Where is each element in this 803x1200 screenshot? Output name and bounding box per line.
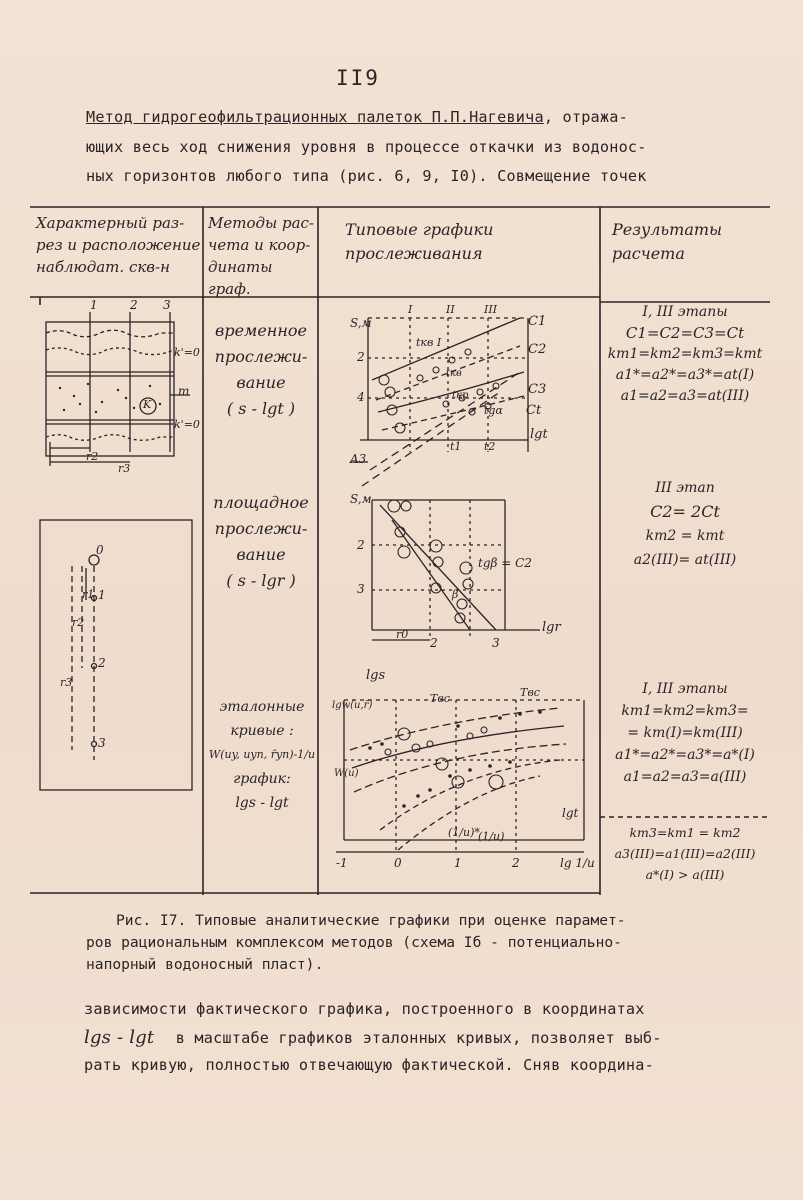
caption-line-3: напорный водоносный пласт).	[86, 956, 324, 973]
graph2-xtick-3: 3	[492, 636, 500, 650]
method-areal-line-1: площадное	[213, 493, 309, 512]
intro-title: Метод гидрогеофильтрационных палеток П.П.Нагевича	[86, 108, 544, 126]
method-type-curves-line-3: W(uy, uyn, r̄yn)-1/u	[208, 748, 316, 761]
header-col-results-line-1: Результаты	[612, 220, 723, 239]
method-areal-line-3: вание	[236, 545, 286, 564]
plan-view	[40, 520, 192, 790]
results-block-4	[602, 822, 768, 885]
header-col-methods-line-3: динаты граф.	[208, 258, 273, 298]
header-col-methods-line-1: Методы рас-	[208, 214, 314, 232]
graph3-ylabel: lgs	[366, 668, 386, 683]
graph1-label-tkv: tкв	[446, 368, 462, 379]
results-block-1-line-2: C1=C2=C3=Ct	[625, 324, 745, 342]
graph1-label-t2: t2	[484, 440, 496, 453]
intro-line-3: ных горизонтов любого типа (рис. 6, 9, I0). Совмещение точек	[86, 167, 647, 185]
graph1-curve-c2: C2	[528, 342, 547, 357]
results-block-3-line-5: a1=a2=a3=a(III)	[623, 769, 747, 785]
header-col-section-line-1: Характерный раз-	[36, 214, 185, 232]
graph3-label-tvs-1: Tвс	[430, 692, 450, 705]
graph2-xlabel: lgr	[542, 620, 561, 635]
graph2-label-beta: β	[452, 588, 459, 601]
graph1-roman-3: III	[484, 303, 498, 316]
method-type-curves-line-5: lgs - lgt	[235, 795, 289, 811]
method-type-curves-line-4: график:	[233, 771, 291, 787]
results-block-3-line-4: a1*=a2*=a3*=a*(I)	[615, 747, 755, 763]
header-col-graphs	[345, 218, 545, 266]
label-r3: r3	[118, 462, 131, 475]
plan-label-0: 0	[96, 543, 104, 557]
graph2-xtick-2: 2	[430, 636, 438, 650]
method-type-curves-line-1: эталонные	[219, 699, 305, 715]
method-areal	[205, 490, 317, 594]
graph2-ytick-3: 3	[357, 582, 365, 596]
results-block-4-line-3: a*(I) > a(III)	[645, 867, 725, 882]
outro-formula: lgs - lgt	[84, 1027, 155, 1048]
header-col-section	[36, 212, 201, 278]
label-well-1: 1	[90, 298, 98, 312]
results-block-1-line-5: a1=a2=a3=at(III)	[620, 388, 750, 404]
page-number: II9	[336, 66, 380, 90]
graph1-label-tga: tgα	[484, 404, 503, 417]
graph3-xlabel: lgt	[562, 806, 579, 820]
results-block-4-line-2: a3(III)=a1(III)=a2(III)	[614, 846, 756, 861]
method-areal-line-2: прослежи-	[214, 519, 308, 538]
label-r2: r2	[86, 450, 99, 463]
graph2-ylabel: S,м	[350, 492, 372, 506]
results-block-2-line-1: III этап	[655, 480, 715, 496]
label-well-2: 2	[130, 298, 138, 312]
label-k0-bottom: k'=0	[174, 418, 200, 431]
graph1-curve-c3: C3	[528, 382, 547, 397]
results-block-4-line-1: km3=km1 = km2	[629, 825, 741, 840]
results-block-1-line-4: a1*=a2*=a3*=at(I)	[615, 367, 755, 383]
results-block-2-line-4: a2(III)= at(III)	[633, 552, 737, 568]
header-col-methods	[208, 212, 318, 300]
method-temporal	[205, 318, 317, 422]
graph2-label-r0: r0	[396, 628, 409, 641]
plan-label-2: 2	[98, 656, 106, 670]
outro-line-1: зависимости фактического графика, построенного в координатах	[84, 1000, 645, 1018]
method-temporal-line-2: прослежи-	[214, 347, 308, 366]
graph3-label-1u-star: (1/u)*	[448, 826, 480, 839]
graph1-xlabel: lgt	[530, 427, 548, 442]
graph2-ytick-2: 2	[357, 538, 365, 552]
results-block-1	[602, 302, 768, 407]
method-temporal-line-4: ( s - lgt )	[226, 399, 296, 418]
graph3-y2label: lgw(u,r̄)	[332, 700, 373, 711]
method-temporal-line-1: временное	[215, 321, 307, 340]
plan-label-r1: r1	[82, 588, 95, 601]
caption-line-2: ров рациональным комплексом методов (схема Iб - потенциально-	[86, 934, 622, 951]
method-temporal-line-3: вание	[236, 373, 286, 392]
graph2-frame	[372, 500, 540, 640]
results-block-3-line-3: = km(I)=km(III)	[627, 725, 743, 741]
label-K: K	[143, 398, 152, 411]
label-m: m	[178, 384, 190, 398]
outro-line-2-rest: в масштабе графиков эталонных кривых, позволяет выб-	[175, 1029, 662, 1047]
label-well-3: 3	[163, 298, 171, 312]
graph1-roman-1: I	[408, 303, 413, 316]
results-block-3-line-2: km1=km2=km3=	[621, 703, 749, 719]
intro-line-2: ющих весь ход снижения уровня в процессе откачки из водонос-	[86, 138, 647, 156]
graph1-label-a3: A3	[350, 452, 367, 466]
plan-label-r3: r3	[60, 676, 73, 689]
graph1-roman-2: II	[446, 303, 455, 316]
intro-line-1-rest: , отража-	[543, 108, 628, 126]
graph1-label-tkr: tкр	[452, 390, 469, 401]
header-col-graphs-line-1: Типовые графики	[345, 220, 494, 239]
results-block-2-line-2: C2= 2Ct	[650, 502, 720, 521]
header-col-section-line-3: наблюдат. скв-н	[36, 258, 170, 276]
results-block-3-line-1: I, III этапы	[642, 681, 728, 697]
graph1-label-tkv1: tкв I	[416, 336, 442, 349]
graph3-label-1u: (1/u)	[478, 830, 505, 843]
graph3-label-tvs-2: Tвс	[520, 686, 540, 699]
header-col-results	[612, 218, 762, 266]
graph1-ytick-4: 4	[357, 390, 365, 404]
header-col-section-line-2: рез и расположение	[36, 236, 201, 254]
graph1-curve-ct: Ct	[526, 403, 542, 418]
plan-label-r2: r2	[72, 616, 85, 629]
graph3-xtick-2: 2	[512, 856, 520, 870]
graph1-ylabel: S,м	[350, 316, 372, 330]
outro-line-2	[84, 1027, 662, 1048]
outro-line-3: рать кривую, полностью отвечающую фактической. Сняв координа-	[84, 1056, 654, 1074]
graph3-xtick-0: 0	[394, 856, 402, 870]
label-k0-top: k'=0	[174, 346, 200, 359]
plan-label-3: 3	[98, 736, 106, 750]
method-type-curves-line-2: кривые :	[230, 723, 294, 739]
header-col-graphs-line-2: прослеживания	[345, 244, 483, 263]
results-block-2	[602, 476, 768, 572]
graph1-points	[379, 349, 499, 433]
graph3-x2label: lg 1/u	[560, 856, 595, 870]
method-type-curves	[203, 695, 321, 815]
header-col-methods-line-2: чета и коор-	[208, 236, 311, 254]
header-col-results-line-2: расчета	[612, 244, 685, 263]
results-block-2-line-3: km2 = kmt	[645, 528, 725, 544]
graph2-points	[388, 500, 473, 623]
method-areal-line-4: ( s - lgr )	[226, 571, 296, 590]
graph1-curve-c1: C1	[528, 314, 547, 329]
graph2-label-tgb: tgβ = C2	[478, 556, 532, 570]
plan-label-1: 1	[98, 588, 106, 602]
results-block-3	[602, 678, 768, 788]
caption-line-1: Рис. I7. Типовые аналитические графики при оценке парамет-	[116, 912, 626, 929]
results-block-1-line-1: I, III этапы	[642, 304, 728, 320]
graph1-ytick-2: 2	[357, 350, 365, 364]
graph3-label-wu: W(u)	[334, 768, 359, 779]
graph3-xtick-1: 1	[454, 856, 462, 870]
graph3-xtick-minus1: -1	[336, 856, 348, 870]
graph1-label-t1: t1	[450, 440, 462, 453]
results-block-1-line-3: km1=km2=km3=kmt	[607, 346, 763, 362]
